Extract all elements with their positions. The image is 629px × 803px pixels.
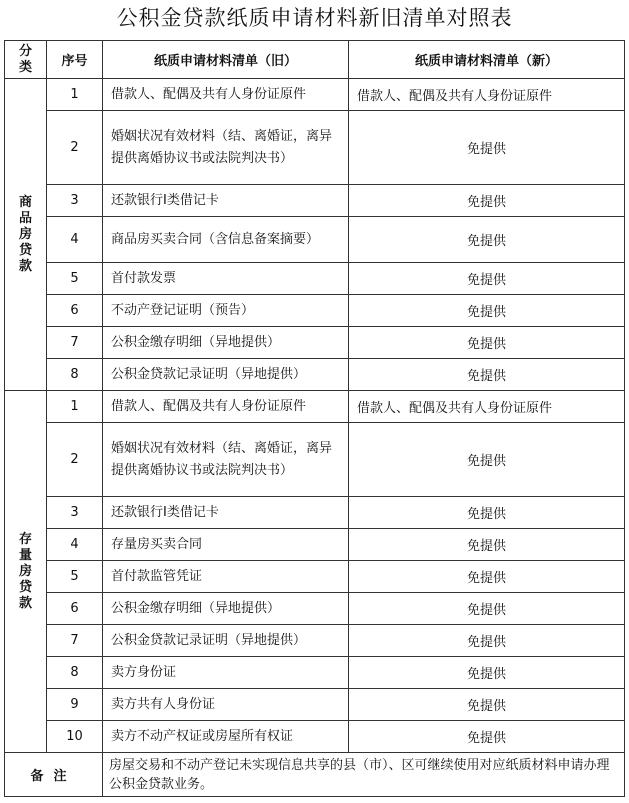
table-row — [5, 593, 625, 625]
seq-cell: 7 — [47, 625, 103, 657]
page-title: 公积金贷款纸质申请材料新旧清单对照表 — [116, 6, 513, 30]
comparison-table — [4, 40, 625, 797]
new-material-cell: 免提供 — [349, 295, 625, 327]
old-material-cell: 卖方不动产权证或房屋所有权证 — [103, 721, 349, 753]
new-material-cell: 免提供 — [349, 497, 625, 529]
old-material-cell: 还款银行Ⅰ类借记卡 — [103, 497, 349, 529]
note-row — [5, 753, 625, 797]
new-material-cell: 免提供 — [349, 657, 625, 689]
new-material-cell: 免提供 — [349, 327, 625, 359]
old-material-cell: 借款人、配偶及共有人身份证原件 — [103, 391, 349, 423]
table-row — [5, 391, 625, 423]
table-row — [5, 79, 625, 111]
table-row — [5, 263, 625, 295]
seq-cell: 3 — [47, 185, 103, 217]
seq-cell: 1 — [47, 79, 103, 111]
old-material-cell: 不动产登记证明（预告） — [103, 295, 349, 327]
table-row — [5, 561, 625, 593]
table-row — [5, 359, 625, 391]
seq-cell: 6 — [47, 295, 103, 327]
new-material-cell: 免提供 — [349, 111, 625, 185]
header-new: 纸质申请材料清单（新） — [349, 41, 625, 79]
new-material-cell: 免提供 — [349, 593, 625, 625]
old-material-cell: 公积金贷款记录证明（异地提供） — [103, 359, 349, 391]
table-row — [5, 721, 625, 753]
old-material-cell: 公积金贷款记录证明（异地提供） — [103, 625, 349, 657]
new-material-cell: 免提供 — [349, 721, 625, 753]
new-material-cell: 免提供 — [349, 359, 625, 391]
seq-cell: 3 — [47, 497, 103, 529]
old-material-cell: 婚姻状况有效材料（结、离婚证，离异提供离婚协议书或法院判决书） — [103, 111, 349, 185]
seq-cell: 5 — [47, 561, 103, 593]
seq-cell: 4 — [47, 217, 103, 263]
table-row — [5, 327, 625, 359]
new-material-cell: 借款人、配偶及共有人身份证原件 — [349, 79, 625, 111]
table-row — [5, 689, 625, 721]
table-row — [5, 423, 625, 497]
seq-cell: 8 — [47, 657, 103, 689]
table-row — [5, 295, 625, 327]
header-old: 纸质申请材料清单（旧） — [103, 41, 349, 79]
old-material-cell: 卖方共有人身份证 — [103, 689, 349, 721]
new-material-cell: 免提供 — [349, 529, 625, 561]
old-material-cell: 公积金缴存明细（异地提供） — [103, 593, 349, 625]
old-material-cell: 还款银行Ⅰ类借记卡 — [103, 185, 349, 217]
seq-cell: 2 — [47, 111, 103, 185]
new-material-cell: 免提供 — [349, 217, 625, 263]
old-material-cell: 婚姻状况有效材料（结、离婚证，离异提供离婚协议书或法院判决书） — [103, 423, 349, 497]
header-category: 分类 — [5, 41, 47, 79]
category-cell: 存量房贷款 — [5, 391, 47, 753]
new-material-cell: 免提供 — [349, 561, 625, 593]
seq-cell: 4 — [47, 529, 103, 561]
old-material-cell: 首付款发票 — [103, 263, 349, 295]
seq-cell: 1 — [47, 391, 103, 423]
note-label: 备注 — [5, 753, 103, 797]
new-material-cell: 免提供 — [349, 625, 625, 657]
new-material-cell: 免提供 — [349, 263, 625, 295]
old-material-cell: 卖方身份证 — [103, 657, 349, 689]
category-cell: 商品房贷款 — [5, 79, 47, 391]
seq-cell: 8 — [47, 359, 103, 391]
seq-cell: 7 — [47, 327, 103, 359]
new-material-cell: 借款人、配偶及共有人身份证原件 — [349, 391, 625, 423]
table-row — [5, 111, 625, 185]
new-material-cell: 免提供 — [349, 423, 625, 497]
table-row — [5, 217, 625, 263]
old-material-cell: 商品房买卖合同（含信息备案摘要） — [103, 217, 349, 263]
seq-cell: 6 — [47, 593, 103, 625]
new-material-cell: 免提供 — [349, 689, 625, 721]
table-row — [5, 529, 625, 561]
seq-cell: 10 — [47, 721, 103, 753]
table-row — [5, 625, 625, 657]
header-seq: 序号 — [47, 41, 103, 79]
new-material-cell: 免提供 — [349, 185, 625, 217]
seq-cell: 2 — [47, 423, 103, 497]
table-row — [5, 657, 625, 689]
table-body — [5, 79, 625, 753]
table-row — [5, 497, 625, 529]
seq-cell: 9 — [47, 689, 103, 721]
old-material-cell: 首付款监管凭证 — [103, 561, 349, 593]
note-text: 房屋交易和不动产登记未实现信息共享的县（市）、区可继续使用对应纸质材料申请办理公积金贷款业务。 — [103, 753, 625, 797]
table-header-row — [5, 41, 625, 79]
old-material-cell: 存量房买卖合同 — [103, 529, 349, 561]
table-row — [5, 185, 625, 217]
old-material-cell: 借款人、配偶及共有人身份证原件 — [103, 79, 349, 111]
old-material-cell: 公积金缴存明细（异地提供） — [103, 327, 349, 359]
seq-cell: 5 — [47, 263, 103, 295]
